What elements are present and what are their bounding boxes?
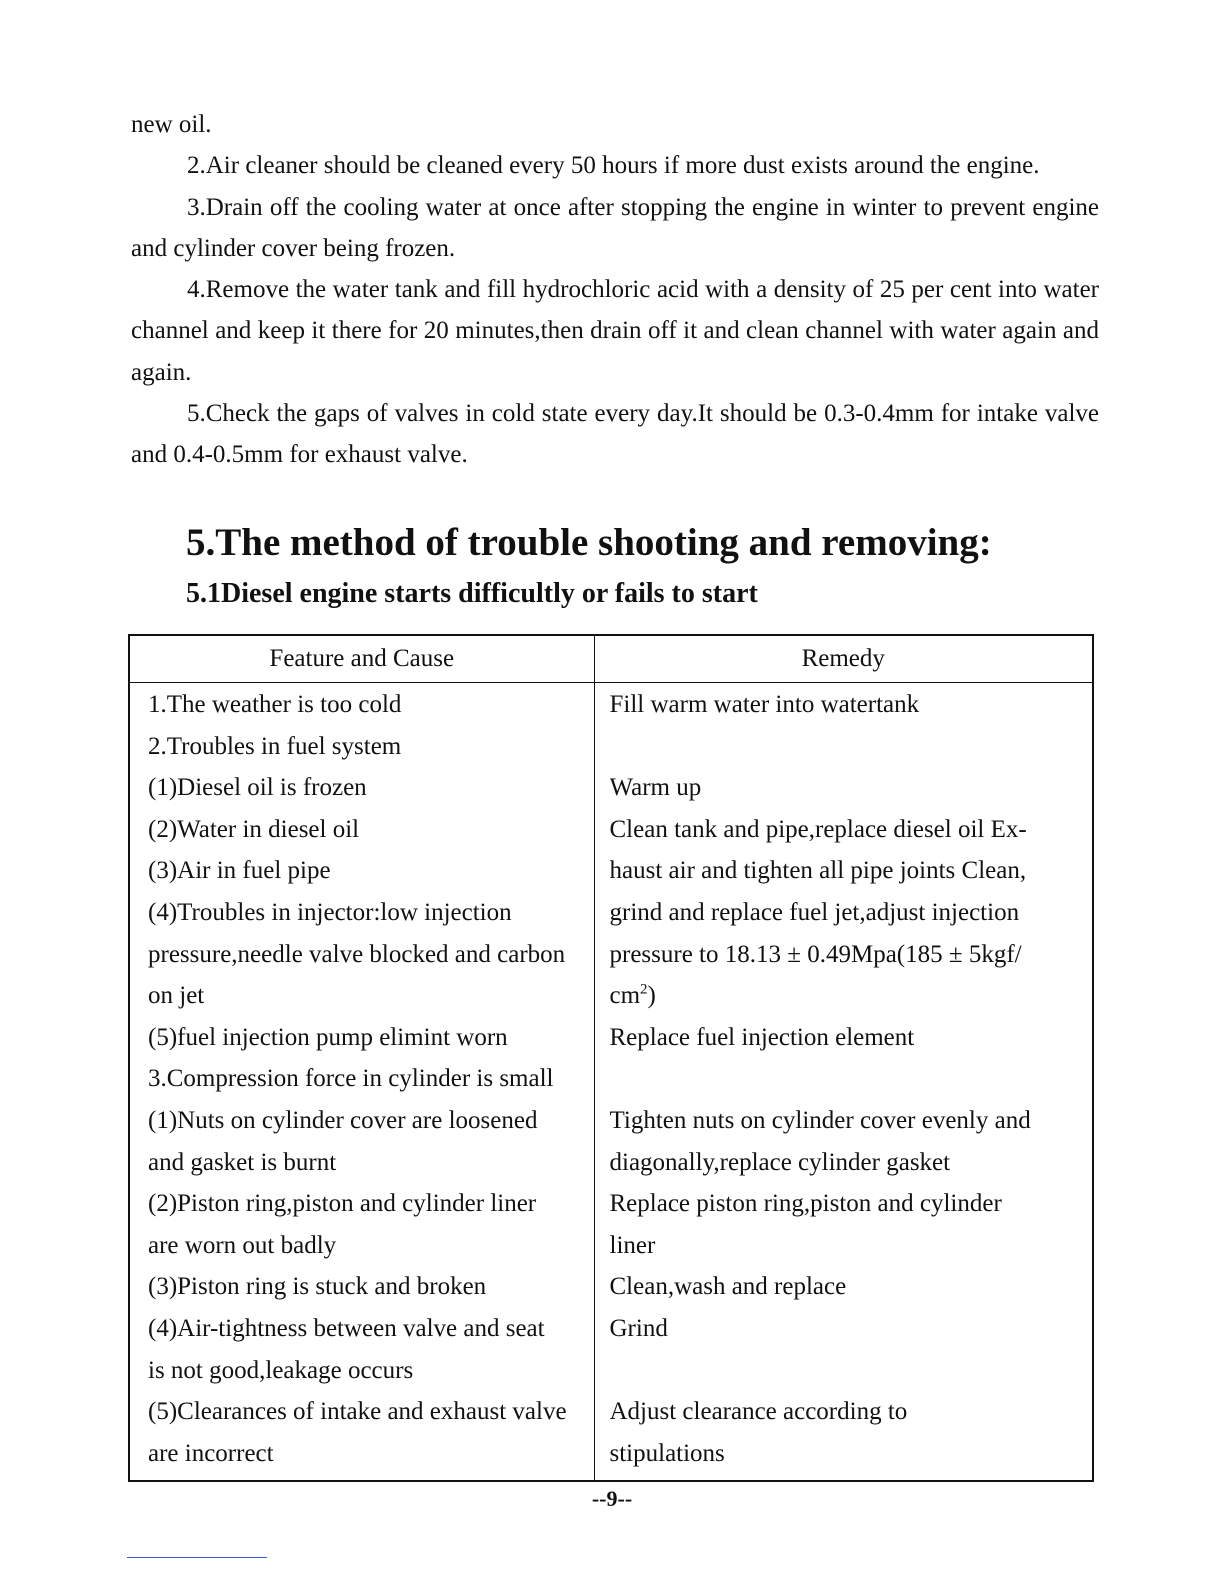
- cause-line: 1.The weather is too cold: [148, 691, 402, 718]
- remedy-line: [610, 726, 1085, 768]
- remedy-unit-suffix: ): [647, 982, 656, 1010]
- remedy-line: Replace piston ring,piston and cylinder: [609, 1190, 1002, 1218]
- cause-line: (3)Air in fuel pipe: [148, 857, 331, 885]
- cause-line: (4)Air-tightness between valve and seat: [148, 1314, 545, 1342]
- remedy-line: [610, 975, 1085, 1017]
- remedy-line: pressure to 18.13 ± 0.49Mpa(185 ± 5kgf/: [609, 940, 1022, 968]
- cause-line: 2.Troubles in fuel system: [148, 732, 402, 760]
- cause-line: (2)Piston ring,piston and cylinder liner: [148, 1190, 537, 1218]
- cause-line: (5)fuel injection pump elimint worn: [148, 1023, 508, 1051]
- cause-line: on jet: [148, 982, 205, 1010]
- cause-line: pressure,needle valve blocked and carbon: [148, 940, 566, 968]
- remedy-line: Adjust clearance according to: [609, 1398, 908, 1426]
- cause-line: (1)Diesel oil is frozen: [148, 774, 367, 802]
- header-feature-cause: Feature and Cause: [129, 635, 594, 683]
- cause-line: are incorrect: [148, 1439, 274, 1467]
- remedy-column: [594, 683, 1093, 1482]
- paragraph-2: 2.Air cleaner should be cleaned every 50 hours if more dust exists around the engine.: [187, 152, 1040, 180]
- cause-line: (2)Water in diesel oil: [148, 815, 360, 843]
- remedy-line: Tighten nuts on cylinder cover evenly and: [609, 1106, 1031, 1134]
- remedy-line: stipulations: [609, 1439, 725, 1467]
- remedy-line: Fill warm water into watertank: [609, 691, 920, 718]
- paragraph-5: 5.Check the gaps of valves in cold state every day.It should be 0.3-0.4mm for intake valve and 0.4-0.5mm for exhaust valve.: [131, 400, 1099, 469]
- remedy-line: liner: [609, 1231, 656, 1259]
- cause-line: (5)Clearances of intake and exhaust valve: [148, 1398, 567, 1426]
- section-title: 5.The method of trouble shooting and removing:: [186, 521, 992, 564]
- cause-column: [129, 683, 594, 1482]
- remedy-line: [610, 1058, 1085, 1100]
- remedy-line: Warm up: [609, 774, 702, 802]
- cause-line: (3)Piston ring is stuck and broken: [148, 1273, 487, 1301]
- cause-line: are worn out badly: [148, 1231, 337, 1259]
- cause-line: is not good,leakage occurs: [148, 1356, 414, 1384]
- remedy-line: haust air and tighten all pipe joints Clean,: [609, 857, 1027, 885]
- table-body-row: [129, 683, 1093, 1482]
- remedy-unit-exponent: 2: [640, 981, 648, 998]
- subsection-title: 5.1Diesel engine starts difficultly or fails to start: [186, 578, 758, 609]
- paragraph-3: 3.Drain off the cooling water at once after stopping the engine in winter to prevent engine and cylinder cover being frozen.: [131, 193, 1099, 262]
- remedy-line: diagonally,replace cylinder gasket: [609, 1148, 951, 1176]
- remedy-line: Grind: [609, 1314, 668, 1342]
- troubleshooting-table: [128, 634, 1094, 1482]
- cause-line: 3.Compression force in cylinder is small: [148, 1065, 554, 1093]
- remedy-line: grind and replace fuel jet,adjust injection: [609, 898, 1020, 926]
- cause-line: (4)Troubles in injector:low injection: [148, 898, 512, 926]
- paragraph-1: new oil.: [131, 111, 212, 138]
- page-number: --9--: [591, 1486, 633, 1511]
- header-remedy: Remedy: [594, 635, 1093, 683]
- table-header-row: [129, 635, 1093, 683]
- remedy-line: Clean,wash and replace: [609, 1273, 847, 1301]
- paragraph-4: 4.Remove the water tank and fill hydrochloric acid with a density of 25 per cent into water channel and keep it there for 20 minutes,then drain off it and clean channel with water again and again.: [131, 276, 1099, 386]
- cause-line: and gasket is burnt: [148, 1148, 337, 1176]
- remedy-line: Clean tank and pipe,replace diesel oil Ex-: [609, 815, 1027, 843]
- footer-rule: [127, 1557, 267, 1558]
- remedy-line: [610, 1350, 1085, 1392]
- cause-line: (1)Nuts on cylinder cover are loosened: [148, 1106, 538, 1134]
- maintenance-paragraphs: [131, 104, 1099, 476]
- remedy-unit: cm: [609, 982, 641, 1010]
- remedy-line: Replace fuel injection element: [609, 1023, 915, 1051]
